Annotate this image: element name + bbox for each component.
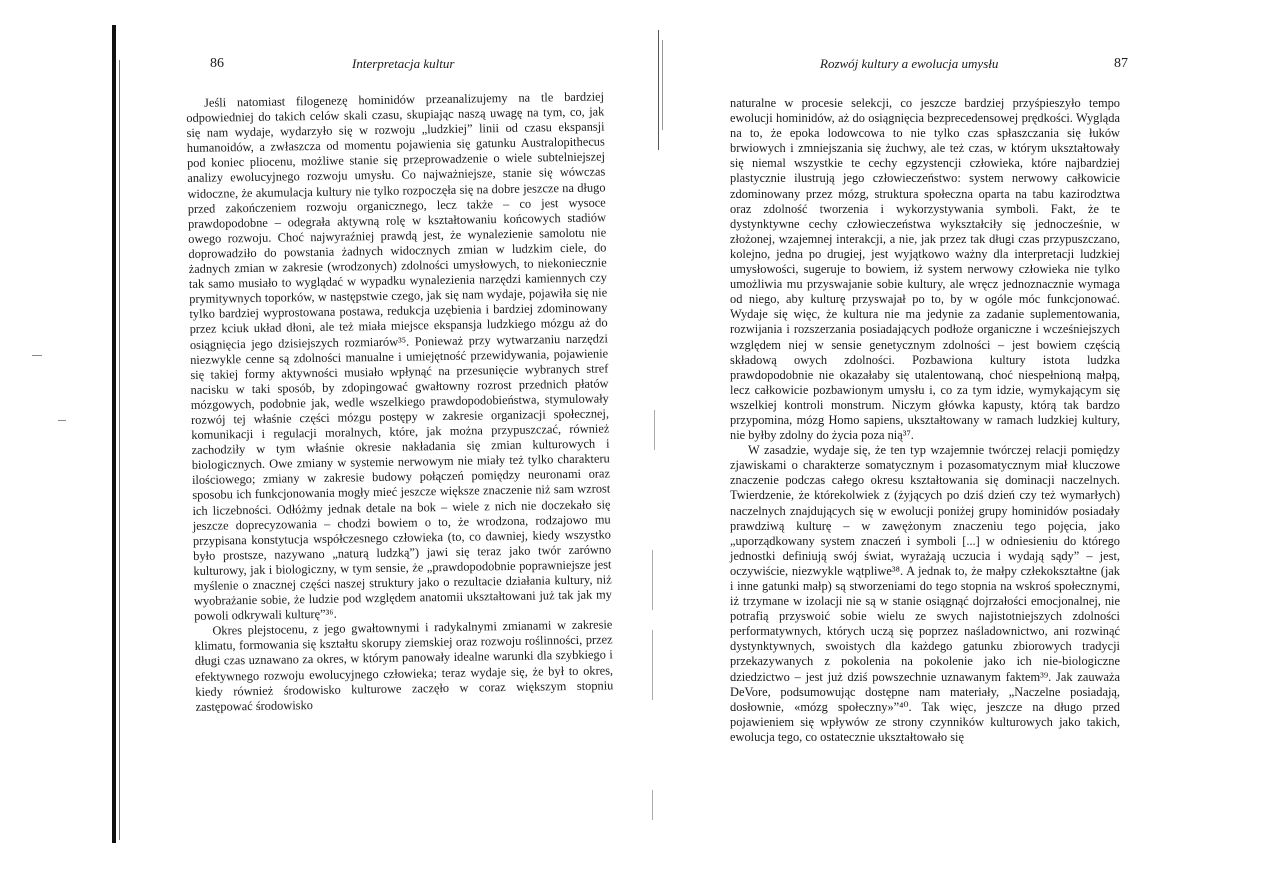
page-number: 87 bbox=[1114, 56, 1128, 71]
scan-mark bbox=[32, 355, 42, 356]
scan-edge-line bbox=[119, 60, 120, 840]
scan-mark bbox=[58, 420, 66, 421]
running-title: Rozwój kultury a ewolucja umysłu bbox=[820, 56, 999, 71]
paragraph: naturalne w procesie selekcji, co jeszcze bardziej przyśpieszyło tempo ewolucji hominidów, aż do osiągnięcia bezprecedensowej prędkości. Wygląda na to, że epoka lodowcowa to nie tylko czas spłaszczania się łuków brwiowych i zmniejszania się żuchwy, ale też czas, w którym ukształtowały się niemal wszystkie te cechy egzystencji człowieka, które najbardziej plastycznie ilustrują jego człowieczeństwo: system nerwowy całkowicie zdominowany przez mózg, struktura społeczna oparta na tabu kazirodztwa oraz zdolność tworzenia i wykorzystywania symboli. Fakt, że te dystynktywne cechy człowieczeństwa wykształciły się jednocześnie, w złożonej, wzajemnej interakcji, a nie, jak przez tak długi czas przypuszczano, kolejno, jedna po drugiej, jest wyjątkowo ważny dla interpretacji ludzkiej umysłowości, sugeruje to bowiem, iż system nerwowy człowieka nie tylko umożliwia mu przyswajanie sobie kultury, ale wręcz jednoznacznie wymaga od niego, aby kulturę przyswajał po to, by w ogóle móc funkcjonować. Wydaje się więc, że kultura nie ma jedynie za zadanie suplementowania, rozwijania i rozszerzania posiadających podłoże organiczne i wcześniejszych względem niej w sensie genetycznym zdolności – jest bowiem częścią składową owych zdolności. Pozbawiona kultury istota ludzka prawdopodobnie nie okazałaby się utalentowaną, choć niespełnioną małpą, lecz całkowicie pozbawionym umysłu i, co za tym idzie, wymykającym się wszelkiej kontroli monstrum. Niczym główka kapusty, którą tak bardzo przypomina, mózg Homo sapiens, ukształtowany w ramach ludzkiej kultury, nie byłby zdolny do życia poza nią³⁷. bbox=[730, 96, 1120, 443]
scan-edge-shadow bbox=[112, 25, 116, 843]
book-gutter bbox=[640, 30, 684, 820]
right-page-header bbox=[730, 56, 1128, 76]
page-number: 86 bbox=[210, 56, 224, 71]
running-title: Interpretacja kultur bbox=[352, 56, 455, 71]
right-page-body bbox=[730, 96, 1120, 745]
paragraph: Okres plejstocenu, z jego gwałtownymi i radykalnymi zmianami w zakresie klimatu, formowania się kształtu skorupy ziemskiej oraz rozwoju roślinności, przez długi czas uznawano za okres, w którym panowały idealne warunki dla szybkiego i efektywnego rozwoju ewolucyjnego człowieka; teraz wydaje się, że był to okres, kiedy również środowisko kulturowe zaczęło w coraz większym stopniu zastępować środowisko bbox=[194, 617, 614, 714]
right-page bbox=[730, 0, 1128, 894]
left-page-header bbox=[180, 56, 610, 76]
paragraph: Jeśli natomiast filogenezę hominidów przeanalizujemy na tle bardziej odpowiedniej do takich celów skali czasu, skupiając naszą uwagę na tym, co, jak się nam wydaje, wydarzyło się w rozwoju „ludzkiej” linii od czasu ekspansji humanoidów, a zwłaszcza od momentu pojawienia się gatunku Australopithecus pod koniec pliocenu, możliwe stanie się przeprowadzenie o wiele subtelniejszej analizy ewolucyjnego rozwoju umysłu. Co najważniejsze, stanie się wówczas widoczne, że akumulacja kultury nie tylko rozpoczęła się na dobre jeszcze na długo przed zakończeniem rozwoju organicznego, lecz także – co jest wysoce prawdopodobne – odegrała aktywną rolę w kształtowaniu końcowych stadiów owego rozwoju. Choć najwyraźniej prawdą jest, że wynalezienie samolotu nie doprowadziło do powstania żadnych widocznych zmian w ludzkim ciele, do żadnych zmian w zakresie (wrodzonych) zdolności umysłowych, to niekoniecznie tak samo musiało to wyglądać w wypadku wynalezienia narzędzi kamiennych czy prymitywnych toporków, w następstwie czego, jak się nam wydaje, pojawiła się nie tylko bardziej wyprostowana postawa, redukcja uzębienia i bardziej zdominowany przez kciuk układ dłoni, ale też miała miejsce ekspansja ludzkiego mózgu aż do osiągnięcia jego dzisiejszych rozmiarów³⁵. Ponieważ przy wytwarzaniu narzędzi niezwykle cenne są zdolności manualne i umiejętność przewidywania, pojawienie się takiej formy aktywności musiało wpłynąć na przesunięcie wybranych stref nacisku w taki sposób, by zdopingować gwałtowny rozrost przednich płatów mózgowych, podobnie jak, wedle wszelkiego prawdopodobieństwa, stymulowały rozwój tej właśnie części mózgu postępy w zakresie organizacji społecznej, komunikacji i regulacji moralnych, które, jak można przypuszczać, również zachodziły w tym właśnie okresie nakładania się zmian kulturowych i biologicznych. Owe zmiany w systemie nerwowym nie miały też tylko charakteru ilościowego; zmiany w zakresie budowy połączeń pomiędzy neuronami oraz sposobu ich funkcjonowania mogły mieć jeszcze większe znaczenie niż sam wzrost ich liczebności. Odłóżmy jednak detale na bok – wiele z nich nie doczekało się jeszcze doprecyzowania – chodzi bowiem o to, że wrodzona, rodzajowo mu przypisana konstytucja współczesnego człowieka (to, co dawniej, kiedy wszystko było prostsze, nazywano „naturą ludzką”) jawi się teraz jako twór zarówno kulturowy, jak i biologiczny, w tym sensie, że „prawdopodobnie poprawniejsze jest myślenie o znacznej części naszej struktury jako o rezultacie działania kultury, niż wyobrażanie sobie, że ludzie pod względem anatomii ukształtowani już tak jak my powoli odkrywali kulturę”³⁶. bbox=[186, 89, 612, 624]
left-page bbox=[180, 0, 614, 894]
left-page-body bbox=[186, 89, 614, 714]
paragraph: W zasadzie, wydaje się, że ten typ wzajemnie twórczej relacji pomiędzy zjawiskami o charakterze somatycznym i pozasomatycznym miał kluczowe znaczenie podczas całego okresu kształtowania się dominacji naczelnych. Twierdzenie, że którekolwiek z (żyjących po dziś dzień czy też wymarłych) naczelnych znajdujących się w ewolucji poniżej grupy hominidów posiadały prawdziwą kulturę – w zawężonym znaczeniu tego pojęcia, jako „uporządkowany system znaczeń i symboli [...] w odniesieniu do którego jednostki definiują swój świat, wyrażają uczucia i wydają sądy” – jest, oczywiście, niezwykle wątpliwe³⁸. A jednak to, że małpy człekokształtne (jak i inne gatunki małp) są stworzeniami do tego stopnia na wskroś społecznymi, iż trzymane w izolacji nie są w stanie osiągnąć dojrzałości emocjonalnej, nie potrafią przyswoić sobie wielu ze swych najistotniejszych zdolności performatywnych, których uczą się poprzez naśladownictwo, ani rozwinąć dystynktywnych, swoistych dla każdego gatunku zbiorowych tradycji przekazywanych z pokolenia na pokolenie jako ich nie-biologiczne dziedzictwo – jest już dziś powszechnie uznawanym faktem³⁹. Jak zauważa DeVore, podsumowując dostępne nam materiały, „Naczelne posiadają, dosłownie, «mózg społeczny»”⁴⁰. Tak więc, jeszcze na długo przed pojawieniem się wpływów ze strony czynników kulturowych jako takich, ewolucja tego, co ostatecznie ukształtowało się bbox=[730, 443, 1120, 744]
